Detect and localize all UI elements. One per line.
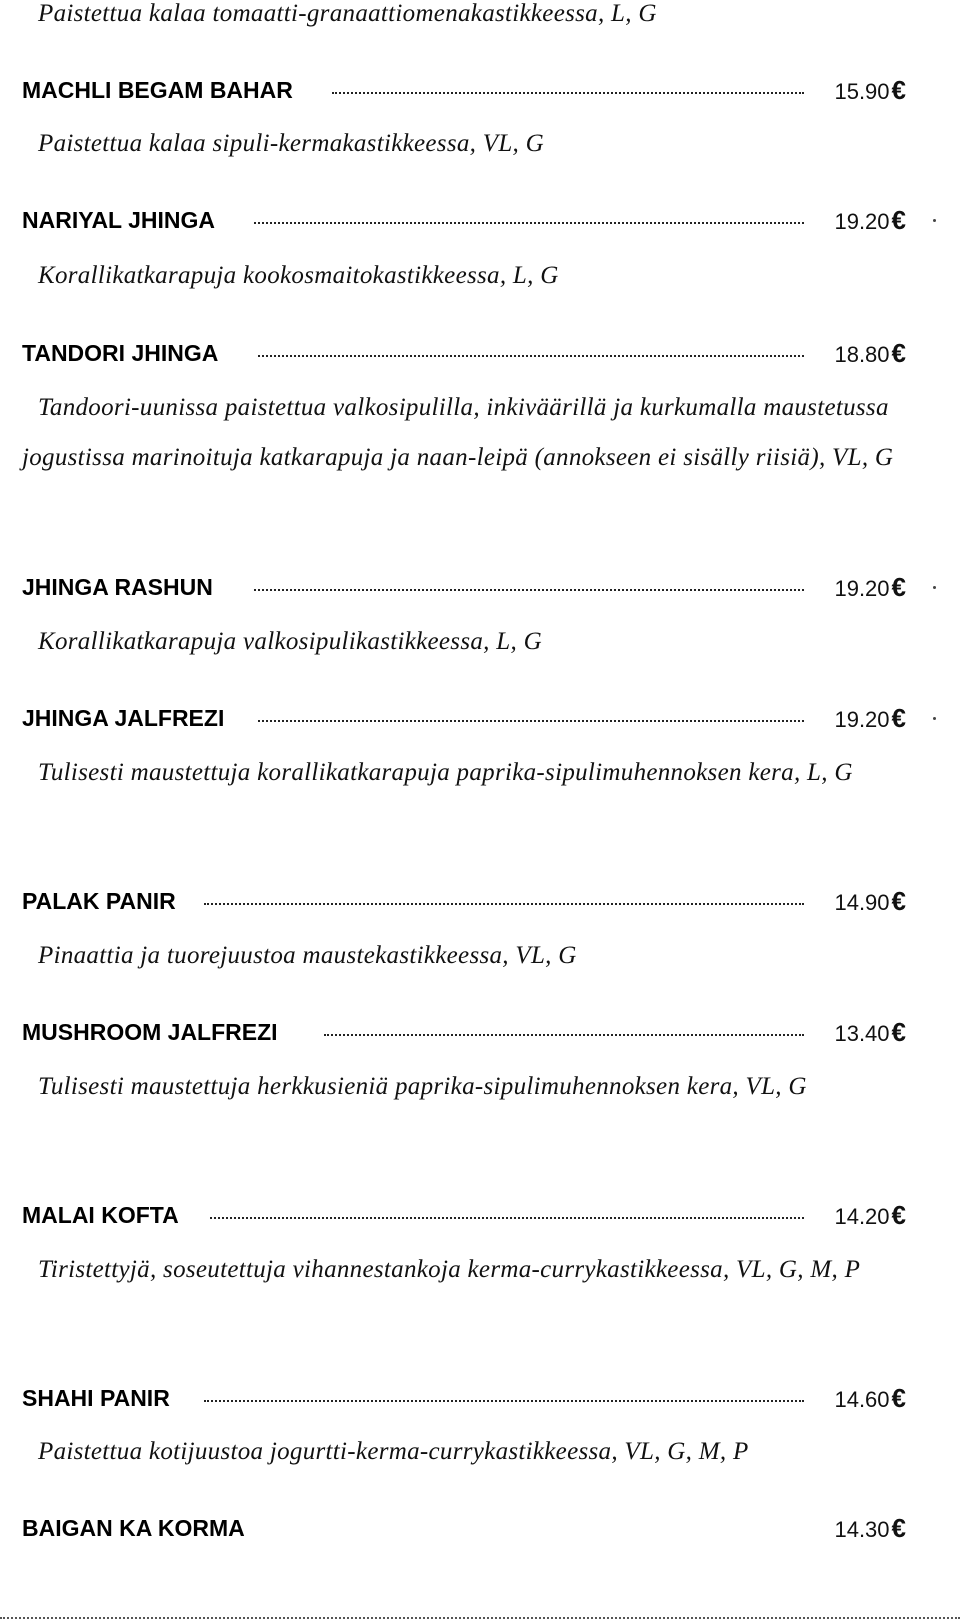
menu-item [22, 336, 936, 370]
euro-icon: € [891, 1017, 906, 1047]
dotted-leader [254, 222, 804, 224]
menu-item [22, 1381, 936, 1415]
item-price: 14.60€ [834, 1383, 906, 1413]
euro-icon: € [891, 886, 906, 916]
item-name: JHINGA JALFREZI [22, 705, 225, 731]
item-price: 18.80€ [834, 338, 906, 368]
item-price: 19.20€ [834, 572, 906, 602]
euro-icon: € [891, 75, 906, 105]
item-price: 14.20€ [834, 1200, 906, 1230]
menu-item [22, 1511, 936, 1545]
menu-item [22, 884, 936, 918]
dotted-leader [204, 1400, 804, 1402]
item-price: 19.20€ [834, 703, 906, 733]
dotted-leader [332, 92, 804, 94]
item-description: Korallikatkarapuja valkosipulikastikkeessa, L, G [38, 628, 542, 655]
euro-icon: € [891, 1200, 906, 1230]
dotted-leader [258, 355, 804, 357]
menu-item [22, 570, 936, 604]
euro-icon: € [891, 703, 906, 733]
item-name: PALAK PANIR [22, 888, 176, 914]
item-description: Paistettua kotijuustoa jogurtti-kerma-currykastikkeessa, VL, G, M, P [38, 1438, 749, 1465]
item-description: Paistettua kalaa tomaatti-granaattiomenakastikkeessa, L, G [38, 0, 657, 27]
item-description: Korallikatkarapuja kookosmaitokastikkeessa, L, G [38, 262, 559, 289]
dot-marker [933, 586, 936, 589]
item-name: MALAI KOFTA [22, 1202, 179, 1228]
item-price: 19.20€ [834, 205, 906, 235]
item-price: 14.30€ [834, 1513, 906, 1543]
menu-item [22, 73, 936, 107]
dotted-leader [210, 1217, 804, 1219]
item-description: Tiristettyjä, soseutettuja vihannestankoja kerma-currykastikkeessa, VL, G, M, P [38, 1256, 861, 1283]
item-price: 13.40€ [834, 1017, 906, 1047]
item-description: Tulisesti maustettuja korallikatkarapuja paprika-sipulimuhennoksen kera, L, G [38, 759, 853, 786]
item-description: Pinaattia ja tuorejuustoa maustekastikkeessa, VL, G [38, 942, 577, 969]
menu-item [22, 1015, 936, 1049]
item-name: SHAHI PANIR [22, 1385, 170, 1411]
menu-item [22, 701, 936, 735]
item-name: BAIGAN KA KORMA [22, 1515, 245, 1541]
dotted-leader [204, 903, 804, 905]
item-name: JHINGA RASHUN [22, 574, 213, 600]
item-description: Tulisesti maustettuja herkkusieniä paprika-sipulimuhennoksen kera, VL, G [38, 1073, 807, 1100]
euro-icon: € [891, 1513, 906, 1543]
euro-icon: € [891, 572, 906, 602]
menu-item [22, 203, 936, 237]
euro-icon: € [891, 205, 906, 235]
dotted-leader [254, 589, 804, 591]
menu-item [22, 1198, 936, 1232]
item-price: 15.90€ [834, 75, 906, 105]
euro-icon: € [891, 1383, 906, 1413]
dotted-leader [258, 720, 804, 722]
item-description: Paistettua kalaa sipuli-kermakastikkeessa, VL, G [38, 130, 544, 157]
item-name: MACHLI BEGAM BAHAR [22, 77, 293, 103]
dot-marker [933, 717, 936, 720]
item-name: TANDORI JHINGA [22, 340, 219, 366]
item-price: 14.90€ [834, 886, 906, 916]
item-name: NARIYAL JHINGA [22, 207, 215, 233]
page-divider [0, 1617, 960, 1619]
dotted-leader [324, 1034, 804, 1036]
item-description: Tandoori-uunissa paistettua valkosipulilla, inkiväärillä ja kurkumalla maustetussa jogustissa marinoituja katkarapuja ja naan-leipä (annokseen ei sisälly riisiä), VL, G [22, 394, 894, 471]
item-name: MUSHROOM JALFREZI [22, 1019, 278, 1045]
dot-marker [933, 219, 936, 222]
euro-icon: € [891, 338, 906, 368]
